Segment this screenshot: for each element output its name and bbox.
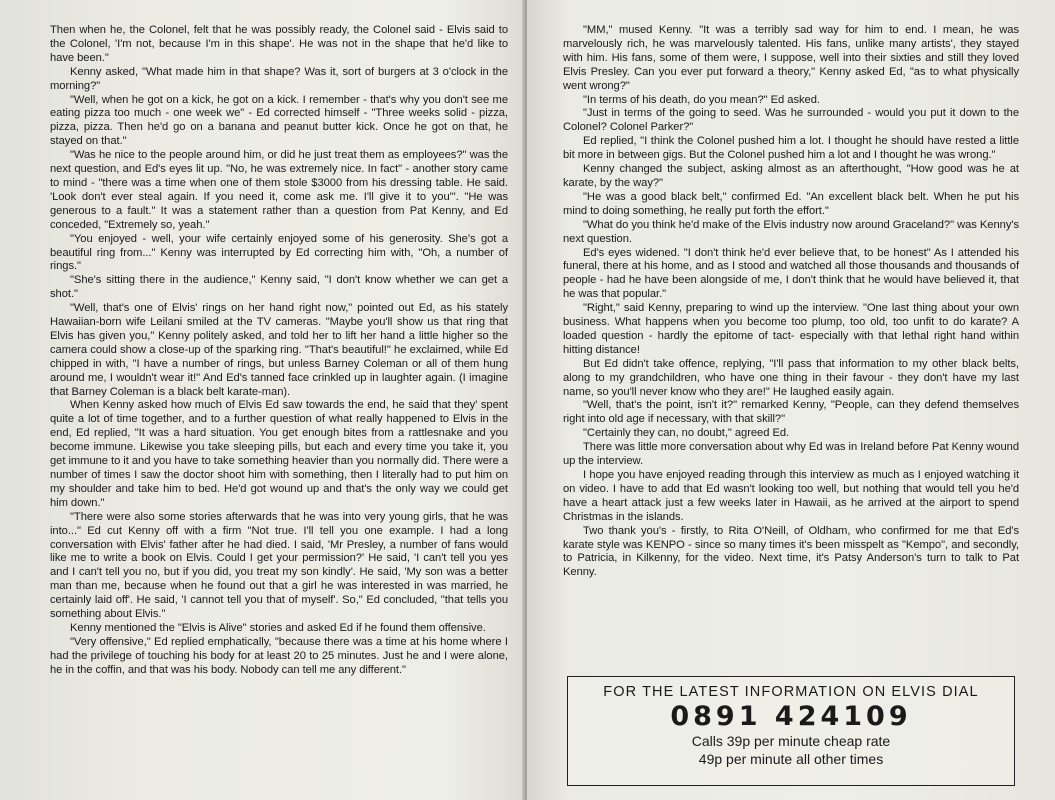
paragraph: "Very offensive," Ed replied emphatically, "because there was a time at his home where I had the privilege of touching his body for at least 20 to 25 minutes. Just he and I were alone, he in the coffin, and that was his body. Nobody can tell me any different."	[50, 635, 508, 676]
paragraph: "What do you think he'd make of the Elvis industry now around Graceland?" was Kenny's next question.	[563, 218, 1019, 245]
paragraph: "There were also some stories afterwards that he was into very young girls, that he was into..." Ed cut Kenny off with a firm "Not true. I'll tell you one example. I had a long conversation with Elvis' father after he had died. I said, 'Mr Presley, a number of fans would like me to write a book on Elvis. Could I get your permission?' He said, 'I can't tell you yes and I can't tell you no, but if you did, you treat my son kindly'. He said, 'My son was a better man than me, because when he found out that a girl he was interested in was married, he certainly laid off'. He said, 'I cannot tell you that of myself'. So," Ed concluded, "that tells you something about Elvis."	[50, 510, 508, 621]
elvis-info-line-ad	[567, 676, 1015, 786]
paragraph: Ed's eyes widened. "I don't think he'd ever believe that, to be honest" As I attended his funeral, there at his home, and as I stood and watched all those thousands and thousands of people - had he have been alongside of me, I don't think that he would have believed it, that he was that popular."	[563, 246, 1019, 301]
paragraph: When Kenny asked how much of Elvis Ed saw towards the end, he said that they' spent quite a lot of time together, and to a further question of what really happened to Elvis in the end, Ed replied, "It was a hard situation. You get enough bites from a rattlesnake and you become immune. Likewise you take sleeping pills, but each and every time you take it, you get immune to it and you have to take something heavier than you normally did. There were a number of times I saw the doctor shoot him with something, then I literally had to put him on my shoulder and take him to bed. He'd got wound up and that's the only way we could get him down."	[50, 399, 508, 509]
paragraph: Kenny mentioned the "Elvis is Alive" stories and asked Ed if he found them offensive.	[70, 621, 486, 634]
paragraph: I hope you have enjoyed reading through this interview as much as I enjoyed watching it on video. I have to add that Ed wasn't looking too well, but nothing that would tell you he'd have a heart attack just a few weeks later in Hawaii, as he arrived at the airport to spend Christmas in the islands.	[563, 469, 1019, 523]
paragraph: "MM," mused Kenny. "It was a terribly sad way for him to end. I mean, he was marvelously rich, he was marvelously talented. His fans, unlike many artists', they stayed with him. His fans, some of them were, I suppose, well into their sixties and still they loved Elvis Presley. Can you ever put forward a theory," Kenny asked Ed, "as to what physically went wrong?"	[563, 24, 1019, 92]
ad-standard-rate: 49p per minute all other times	[698, 751, 884, 767]
paragraph: Then when he, the Colonel, felt that he was possibly ready, the Colonel said - Elvis said to the Colonel, 'I'm not, because I'm in this shape'. He was not in the shape that he'd like to have been."	[50, 24, 508, 64]
ad-headline: FOR THE LATEST INFORMATION ON ELVIS DIAL	[603, 684, 979, 700]
paragraph: "You enjoyed - well, your wife certainly enjoyed some of his generosity. She's got a beautiful ring from..." Kenny was interrupted by Ed correcting him with, "Oh, a number of rings."	[50, 232, 508, 273]
paragraph: Kenny asked, "What made him in that shape? Was it, sort of burgers at 3 o'clock in the morning?"	[50, 65, 508, 92]
paragraph: "Certainly they can, no doubt," agreed Ed.	[583, 427, 790, 440]
left-page-column	[50, 24, 508, 678]
paragraph: Kenny changed the subject, asking almost as an afterthought, "How good was he at karate, by the way?"	[563, 163, 1019, 189]
paragraph: Ed replied, "I think the Colonel pushed him a lot. I thought he should have rested a little bit more in between gigs. But the Colonel pushed him a lot and I thought he was wrong."	[563, 135, 1019, 162]
paragraph: "Well, when he got on a kick, he got on a kick. I remember - that's why you don't see me eating pizza too much - one week we" - Ed corrected himself - "Three weeks solid - pizza, pizza, pizza. Then he'd go on a banana and peanut butter kick. Once he got on that, he stayed on that."	[50, 93, 508, 148]
paragraph: "Was he nice to the people around him, or did he just treat them as employees?" was the next question, and Ed's eyes lit up. "No, he was extremely nice. In fact" - another story came to mind - "there was a time when one of them stole $3000 from his dressing table. He said. 'Look don't ever steal again. If you need it, come ask me. I'll give it to you'". "He was generous to a fault." It was a statement rather than a question from Pat Kenny, and Ed conceded, "Extremely so, yeah."	[50, 149, 508, 231]
paragraph: "She's sitting there in the audience," Kenny said, "I don't know whether we can get a shot."	[50, 274, 508, 301]
right-page-column	[563, 24, 1019, 580]
paragraph: "Well, that's the point, isn't it?" remarked Kenny, "People, can they defend themselves right into old age if necessary, with that skill?"	[563, 399, 1019, 426]
paragraph: There was little more conversation about why Ed was in Ireland before Pat Kenny wound up the interview.	[563, 441, 1019, 468]
ad-phone-number: 0891 424109	[670, 701, 912, 732]
paragraph: Two thank you's - firstly, to Rita O'Neill, of Oldham, who confirmed for me that Ed's karate style was KENPO - since so many times it's been misspelt as "Kempo", and secondly, to Patricia, in Kilkenny, for the video. Next time, it's Patsy Anderson's turn to talk to Pat Kenny.	[563, 524, 1019, 579]
paragraph: "Well, that's one of Elvis' rings on her hand right now," pointed out Ed, as his stately Hawaiian-born wife Leilani smiled at the TV cameras. "Maybe you'll show us that ring that Elvis has given you," Kenny politely asked, and told her to lift her hand a little higher so the camera could show a close-up of the sparking ring. "That's beautiful!" he exclaimed, while Ed chipped in with, "I have a number of rings, but unless Barney Coleman or all of them hung around me, I wouldn't wear it!" And Ed's tanned face crinkled up in laughter again. (I imagine that Barney Coleman is a black belt karate-man).	[50, 302, 508, 398]
paragraph: But Ed didn't take offence, replying, "I'll pass that information to my other black belts, along to my grandchildren, who have one thing in their favour - they don't have my last name, so you'll never know who they are!" He laughed easily again.	[563, 357, 1019, 398]
right-page	[527, 0, 1055, 800]
paragraph: "Right," said Kenny, preparing to wind up the interview. "One last thing about your own business. What happens when you become too plump, too old, too unfit to do karate? A loaded question - hardly the epitome of tact- especially with that lethal right hand within hitting distance!	[563, 302, 1019, 356]
paragraph: "Just in terms of the going to seed. Was he surrounded - would you put it down to the Colonel? Colonel Parker?"	[563, 107, 1019, 134]
paragraph: "In terms of his death, do you mean?" Ed asked.	[583, 93, 820, 106]
left-page	[0, 0, 525, 800]
paragraph: "He was a good black belt," confirmed Ed. "An excellent black belt. When he put his mind to doing something, he really put forth the effort."	[563, 190, 1019, 217]
ad-cheap-rate: Calls 39p per minute cheap rate	[691, 733, 891, 749]
